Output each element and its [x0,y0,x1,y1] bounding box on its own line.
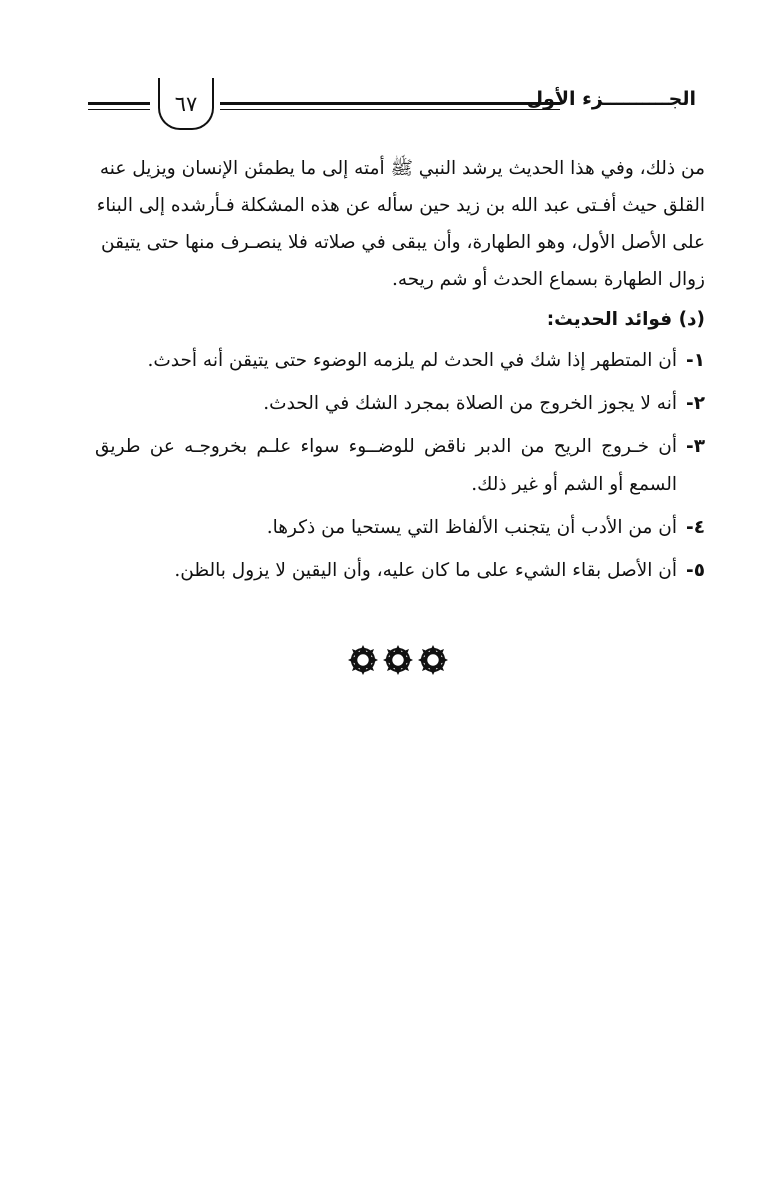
header-rule-left-thin [88,109,150,110]
list-item [95,428,705,504]
star-ornament-icon [348,645,378,675]
page-content [95,150,705,595]
list-item-text: أن خـروج الريح من الدبر ناقض للوضــوء سواء علـم بخروجـه عن طريق السمع أو الشم أو غير ذلك. [95,436,677,495]
list-item-text: أن من الأدب أن يتجنب الألفاظ التي يستحيا من ذكرها. [266,517,677,538]
three-star-ornament-icon [346,640,450,680]
list-item-number: ١- [686,350,705,371]
benefits-heading: (د) فوائد الحديث: [546,309,705,330]
list-item [95,552,705,590]
header-rule-left [88,102,150,105]
list-item-number: ٢- [686,393,705,414]
page-number: ٦٧ [174,92,198,116]
list-item-number: ٥- [686,560,705,581]
list-item-text: أنه لا يجوز الخروج من الصلاة بمجرد الشك في الحدث. [263,393,677,414]
list-item-text: أن الأصل بقاء الشيء على ما كان عليه، وأن اليقين لا يزول بالظن. [174,560,677,581]
list-item-number: ٤- [686,517,705,538]
header-rule-right-thin [220,109,560,110]
benefits-list [95,342,705,590]
list-item-text: أن المتطهر إذا شك في الحدث لم يلزمه الوضوء حتى يتيقن أنه أحدث. [147,350,677,371]
star-ornament-icon [383,645,413,675]
body-paragraph: من ذلك، وفي هذا الحديث يرشد النبي ﷺ أمته إلى ما يطمئن الإنسان ويزيل عنه القلق حيث أفـتى عبد الله بن زيد حين سأله عن هذه المشكلة فـأرشده إلى البناء على الأصل الأول، وهو الطهارة، وأن يبقى في صلاته فلا ينصـرف منها حتى يتيقن زوال الطهارة بسماع الحدث أو شم ريحه. [96,158,705,290]
list-item-number: ٣- [686,436,705,457]
page-header [88,78,710,134]
list-item [95,385,705,423]
star-ornament-icon [418,645,448,675]
page-number-frame [158,78,214,130]
list-item [95,342,705,380]
running-title: الجــــــــــزء الأول [526,88,696,110]
header-rule-right [220,102,560,105]
list-item [95,509,705,547]
